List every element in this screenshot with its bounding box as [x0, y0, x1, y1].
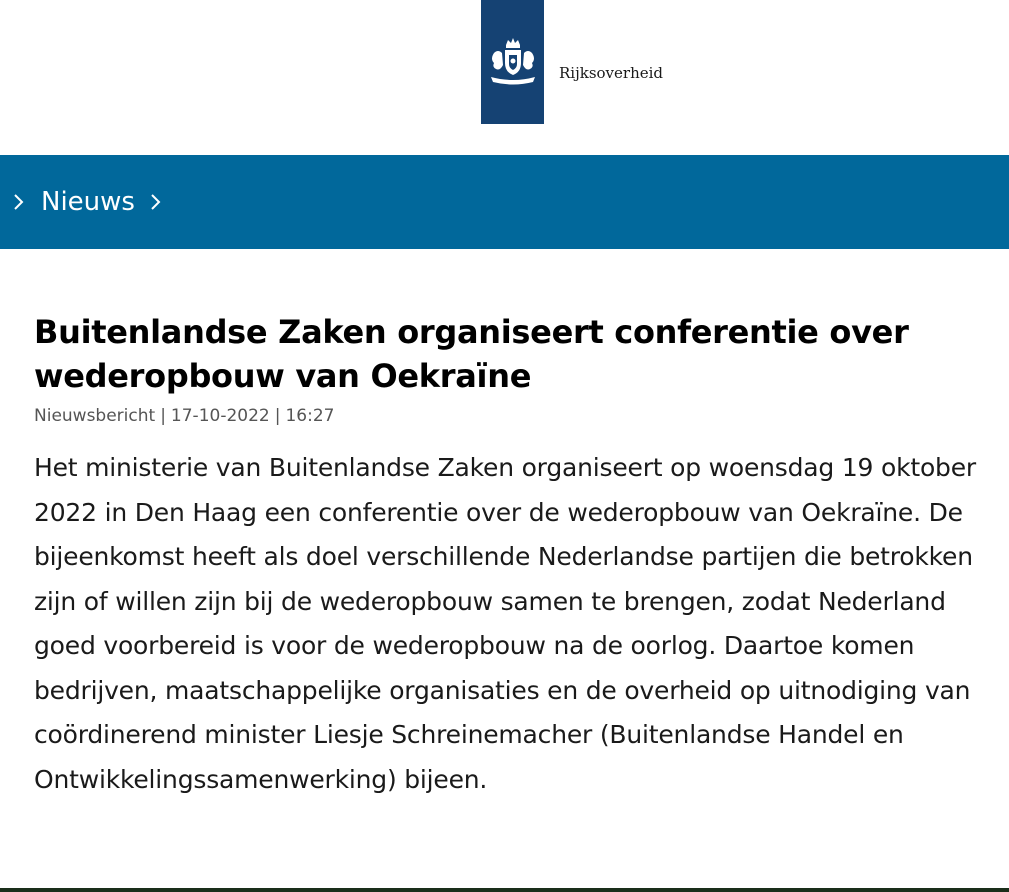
chevron-right-icon	[147, 155, 165, 249]
chevron-right-icon	[10, 190, 28, 214]
meta-separator: |	[160, 406, 166, 426]
logo-link[interactable]	[481, 0, 544, 124]
article-time: 16:27	[285, 406, 335, 426]
article-body: Het ministerie van Buitenlandse Zaken organiseert op woensdag 19 oktober 2022 in Den Haag een conferentie over de wederopbouw van Oekraïne. De bijeenkomst heeft als doel verschillende Nederlandse partijen die betrokken zijn of willen zijn bij de wederopbouw samen te brengen, zodat Nederland goed voorbereid is voor de wederopbouw na de oorlog. Daartoe komen bedrijven, maatschappelijke organisaties en de overheid op uitnodiging van coördinerend minister Liesje Schreinemacher (Buitenlandse Handel en Ontwikkelingssamenwerking) bijeen.	[34, 453, 976, 794]
coat-of-arms-icon	[486, 37, 540, 87]
breadcrumb-item-nieuws[interactable]: Nieuws	[41, 187, 135, 217]
breadcrumb-home-link[interactable]	[10, 155, 28, 249]
meta-separator: |	[274, 406, 281, 426]
article-type: Nieuwsbericht	[34, 406, 156, 426]
article-date: 17-10-2022	[170, 406, 270, 426]
article-meta	[34, 404, 984, 428]
article	[34, 310, 984, 802]
breadcrumb	[0, 155, 1009, 249]
logo-text: Rijksoverheid	[559, 64, 664, 82]
site-header	[0, 0, 1009, 155]
page-title: Buitenlandse Zaken organiseert conferentie over wederopbouw van Oekraïne	[34, 313, 909, 395]
divider	[0, 888, 1009, 892]
